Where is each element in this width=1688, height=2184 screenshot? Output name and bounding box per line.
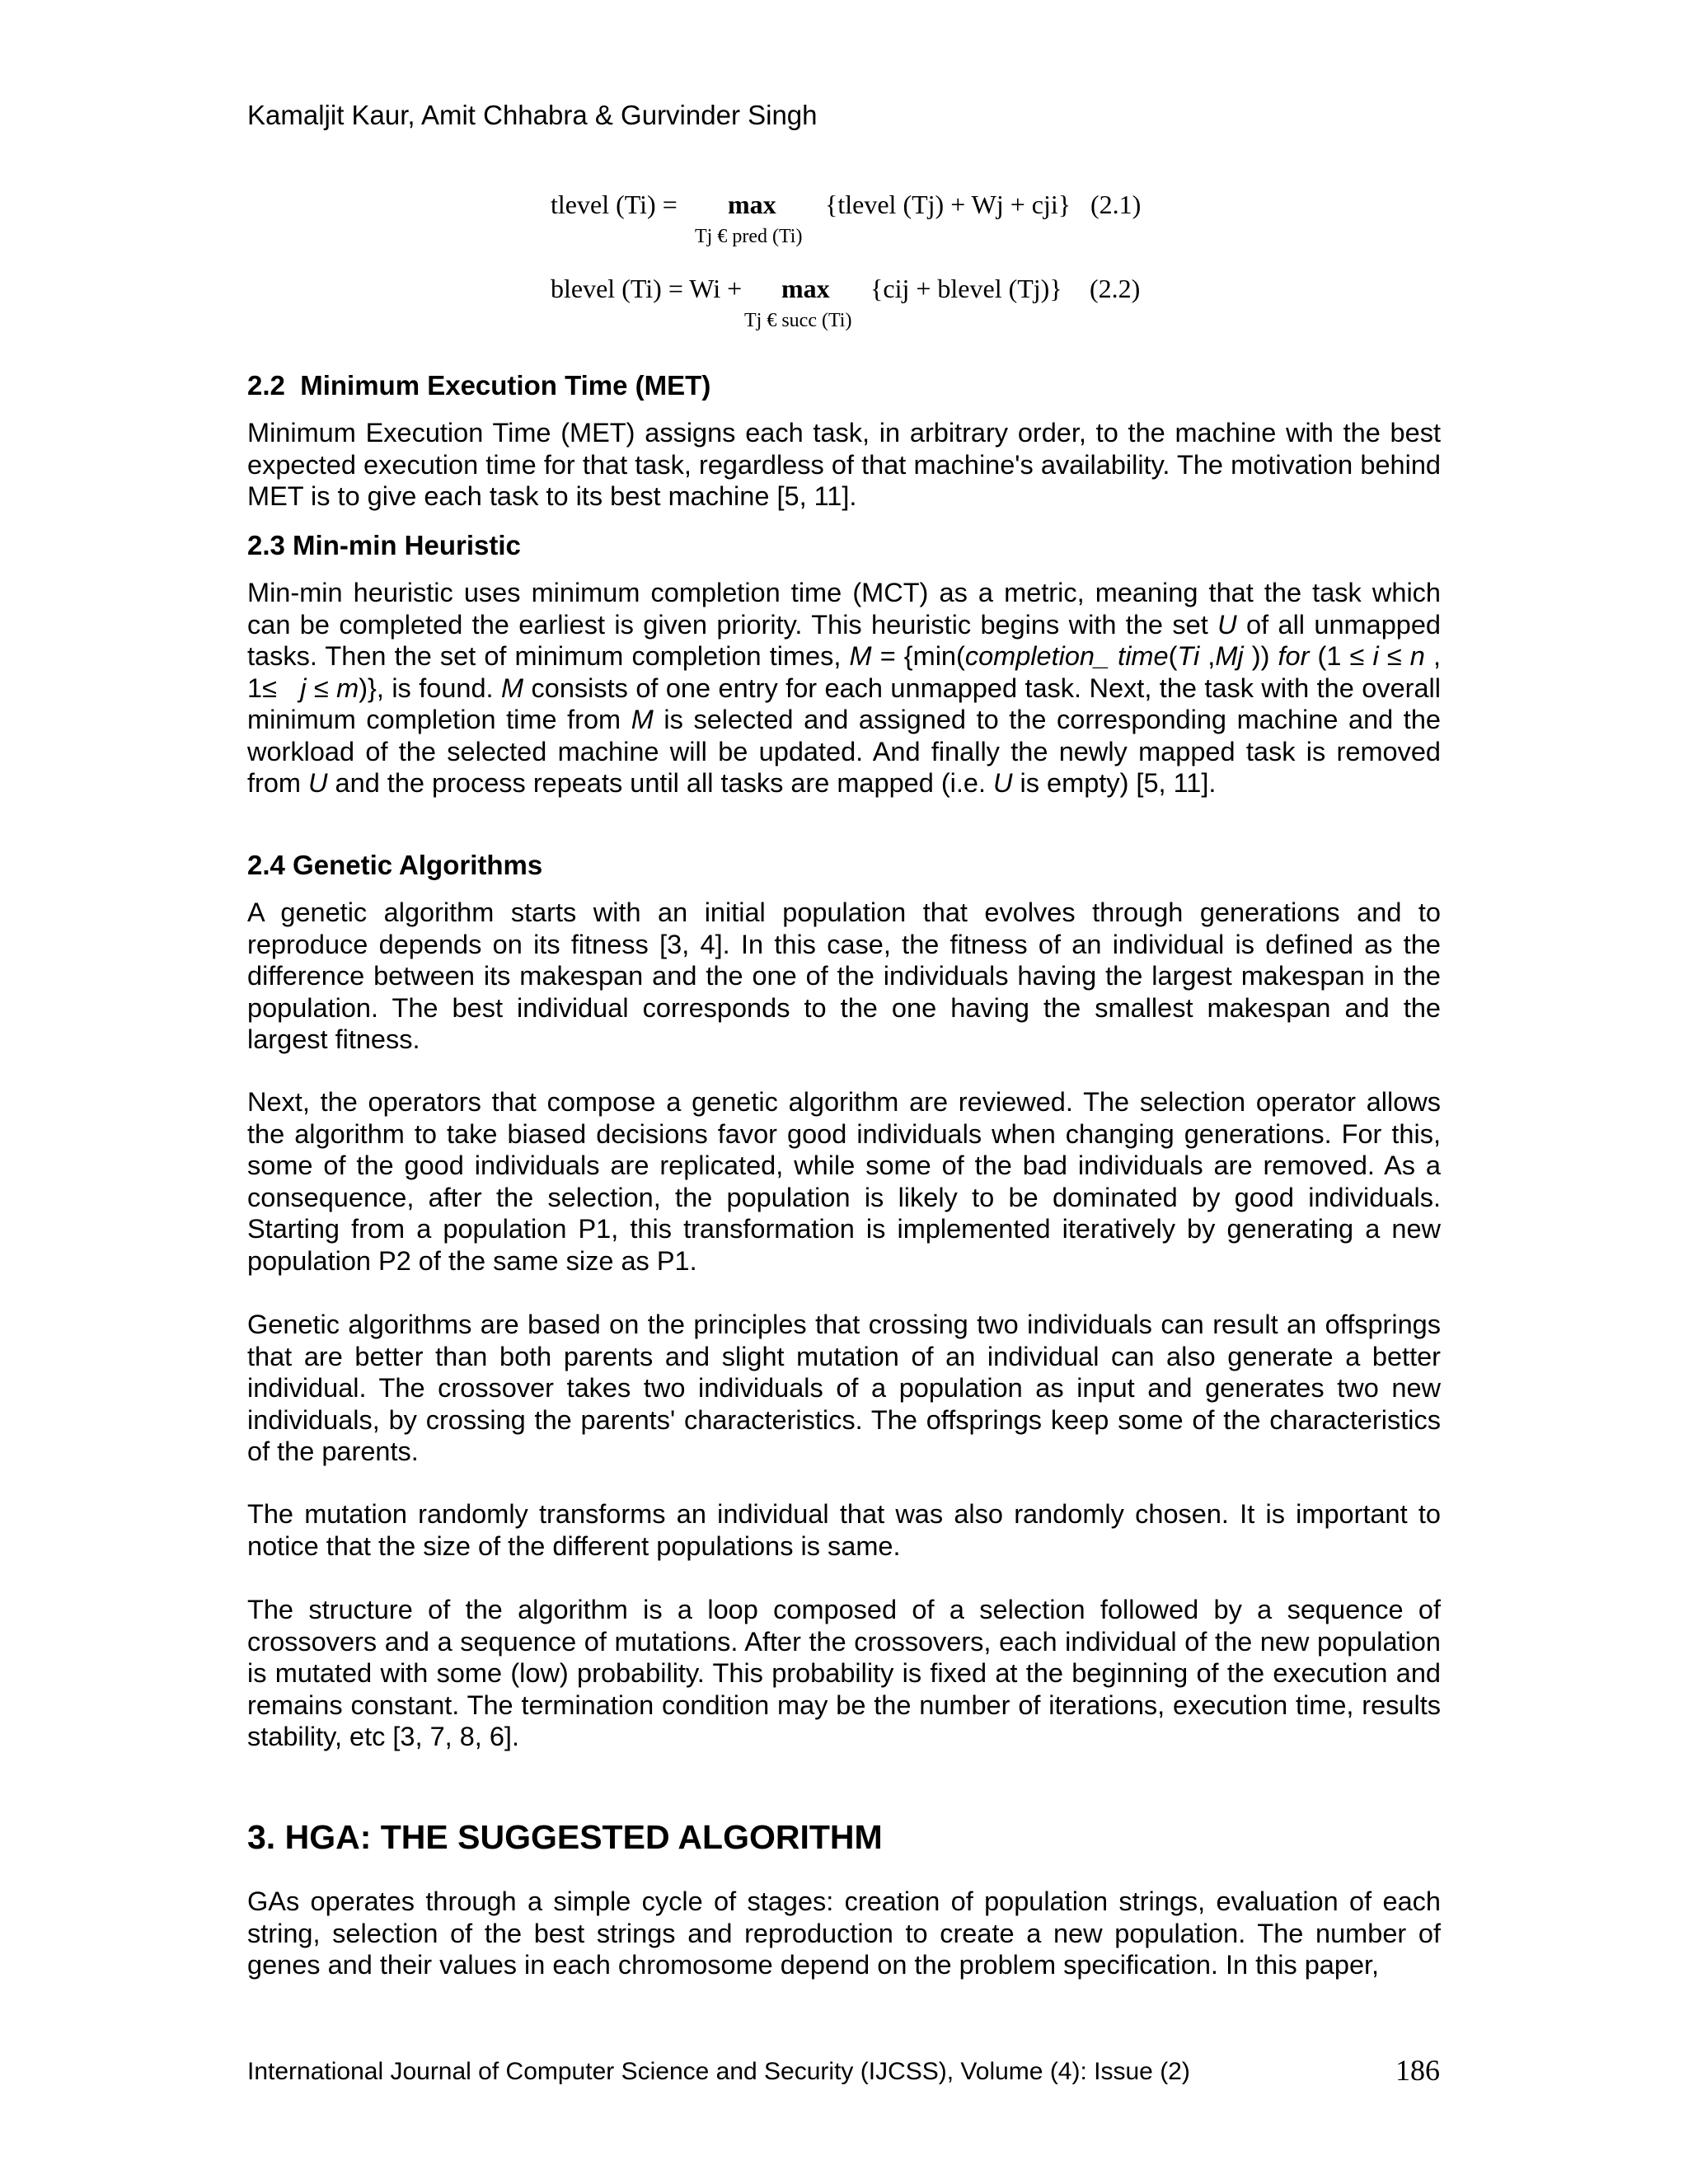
section-2-4 (247, 849, 1441, 882)
eq2-number: (2.2) (1090, 274, 1141, 303)
section-3-body (247, 1886, 1441, 1981)
section-2-2 (247, 369, 1441, 402)
section-heading: 2.3 Min-min Heuristic (247, 530, 521, 560)
section-2-4-body (247, 1086, 1441, 1277)
paragraph: Minimum Execution Time (MET) assigns each task, in arbitrary order, to the machine with the best expected execution time for that task, regardless of that machine's availability. The motivation behind MET is to give each task to its best machine [5, 11]. (247, 418, 1441, 511)
page-number: 186 (1395, 2054, 1440, 2087)
paragraph: Genetic algorithms are based on the principles that crossing two individuals can result an offsprings that are better than both parents and slight mutation of an individual can also generate a better individual. The crossover takes two individuals of a population as input and generates two new individuals, by crossing the parents' characteristics. The offsprings keep some of the characteristics of the parents. (247, 1310, 1441, 1466)
running-header: Kamaljit Kaur, Amit Chhabra & Gurvinder Singh (247, 100, 818, 130)
paragraph: A genetic algorithm starts with an initial population that evolves through generations and to reproduce depends on its fitness [3, 4]. In this case, the fitness of an individual is defined as the difference between its makespan and the one of the individuals having the largest makespan in the population. The best individual corresponds to the one having the smallest makespan and the largest fitness. (247, 898, 1441, 1054)
journal-footer: International Journal of Computer Science and Security (IJCSS), Volume (4): Issue (2) (247, 2058, 1190, 2085)
eq2-rhs: {cij + blevel (Tj)} (870, 274, 1062, 303)
eq1-max: max (728, 190, 776, 219)
section-2-3 (247, 529, 1441, 562)
section-3 (247, 1816, 1441, 1858)
paragraph: The mutation randomly transforms an individual that was also randomly chosen. It is important to notice that the size of the different populations is same. (247, 1499, 1441, 1561)
paragraph: Min-min heuristic uses minimum completion time (MCT) as a metric, meaning that the task which can be completed the earliest is given priority. This heuristic begins with the set U of all unmapped tasks. Then the set of minimum completion times, M = {min(completion_ time(Ti ,Mj )) for (1 ≤ i ≤ n , 1≤ j ≤ m)}, is found. M consists of one entry for each unmapped task. Next, the task with the overall minimum completion time from M is selected and assigned to the corresponding machine and the workload of the selected machine will be updated. And finally the newly mapped task is removed from U and the process repeats until all tasks are mapped (i.e. U is empty) [5, 11]. (247, 578, 1441, 798)
section-heading: 2.2 Minimum Execution Time (MET) (247, 370, 711, 401)
paragraph: The structure of the algorithm is a loop composed of a selection followed by a sequence of crossovers and a sequence of mutations. After the crossovers, each individual of the new population is mutated with some (low) probability. This probability is fixed at the beginning of the execution and remains constant. The termination condition may be the number of iterations, execution time, results stability, etc [3, 7, 8, 6]. (247, 1595, 1441, 1751)
section-2-4-body (247, 1594, 1441, 1753)
eq2-subscript: Tj € succ (Ti) (744, 310, 852, 331)
section-2-2-body (247, 417, 1441, 513)
eq1-number: (2.1) (1090, 190, 1142, 219)
eq1-subscript: Tj € pred (Ti) (695, 226, 803, 247)
eq1-rhs: {tlevel (Tj) + Wj + cji} (825, 190, 1071, 219)
eq2-max: max (781, 274, 830, 303)
eq2-lhs: blevel (Ti) = Wi + (551, 274, 743, 303)
section-2-4-body (247, 897, 1441, 1056)
section-2-4-body (247, 1498, 1441, 1562)
section-2-3-body (247, 577, 1441, 799)
section-2-4-body (247, 1309, 1441, 1468)
section-heading: 3. HGA: THE SUGGESTED ALGORITHM (247, 1818, 883, 1856)
paragraph: GAs operates through a simple cycle of stages: creation of population strings, evaluation of each string, selection of the best strings and reproduction to create a new population. The number of genes and their values in each chromosome depend on the problem specification. In this paper, (247, 1886, 1441, 1980)
eq1-lhs: tlevel (Ti) = (551, 190, 678, 219)
paragraph: Next, the operators that compose a genetic algorithm are reviewed. The selection operator allows the algorithm to take biased decisions favor good individuals when changing generations. For this, some of the good individuals are replicated, while some of the bad individuals are removed. As a consequence, after the selection, the population is likely to be dominated by good individuals. Starting from a population P1, this transformation is implemented iteratively by generating a new population P2 of the same size as P1. (247, 1087, 1441, 1276)
section-heading: 2.4 Genetic Algorithms (247, 850, 543, 880)
